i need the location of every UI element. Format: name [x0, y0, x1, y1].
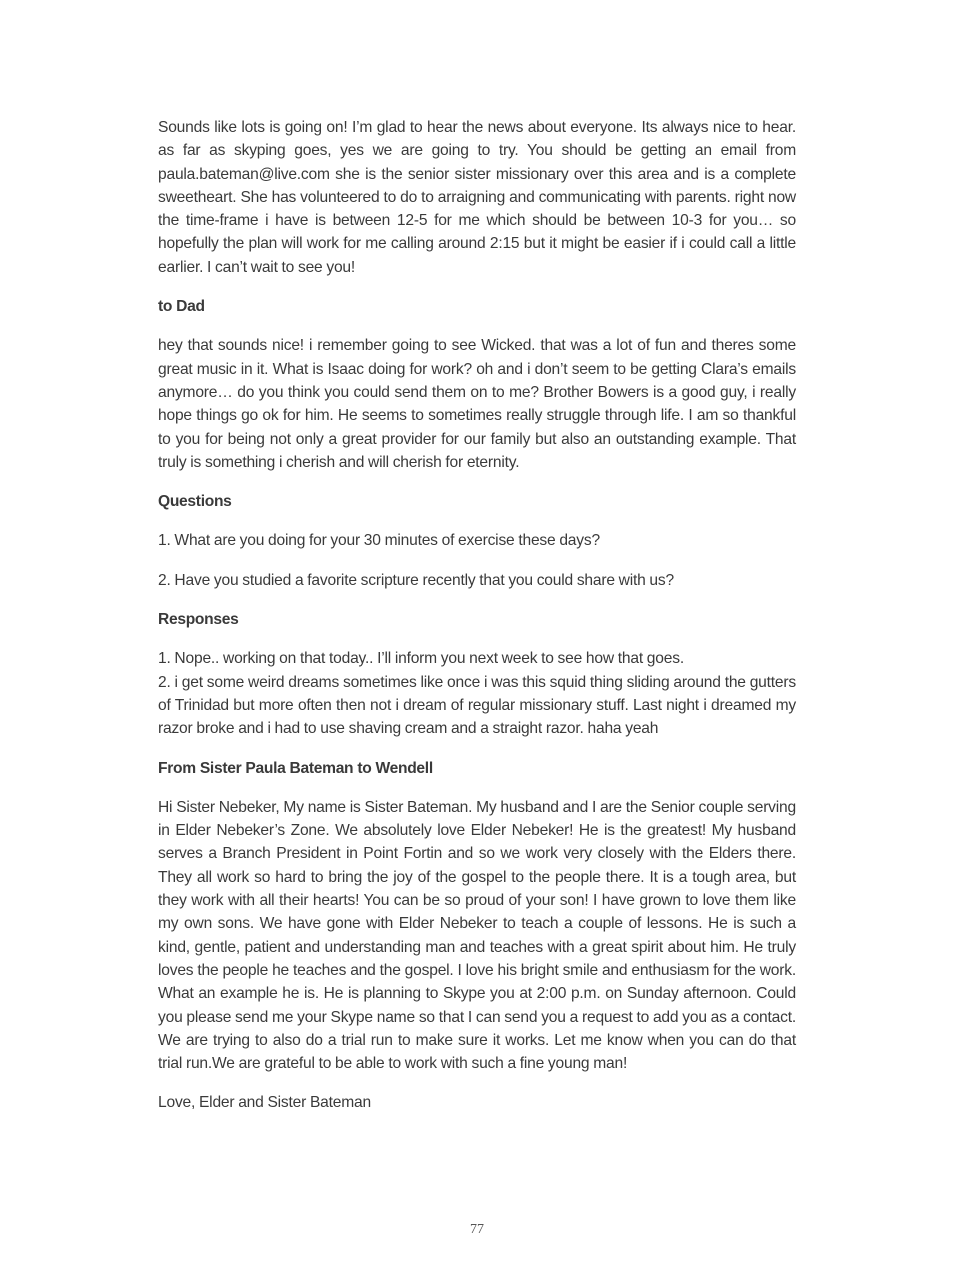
- document-page: [158, 116, 796, 1131]
- question-2: 2. Have you studied a favorite scripture recently that you could share with us?: [158, 571, 674, 589]
- heading-to-dad: to Dad: [158, 298, 205, 316]
- response-2: 2. i get some weird dreams sometimes like once i was this squid thing sliding around the gutters of Trinidad but more often then not i dream of regular missionary stuff. Last night i dreamed my razor broke and i had to use shaving cream and a straight razor. haha yeah: [158, 673, 796, 738]
- heading-questions: Questions: [158, 493, 232, 511]
- heading-from-sister-bateman: From Sister Paula Bateman to Wendell: [158, 759, 433, 777]
- paragraph-sister-bateman-letter: Hi Sister Nebeker, My name is Sister Bateman. My husband and I are the Senior couple serving in Elder Nebeker’s Zone. We absolutely love Elder Nebeker! He is the greatest! My husband serves a Branch President in Point Fortin and so we work very closely with the Elders there. They all work so hard to bring the joy of the gospel to the people there. It is a tough area, but they work with all their hearts! You can be so proud of your son! I have grown to love them like my own sons. We have gone with Elder Nebeker to teach a couple of lessons. He is such a kind, gentle, patient and understanding man and teaches with a great spirit about him. He truly loves the people he teaches and the gospel. I love his bright smile and enthusiasm for the work. What an example he is. He is planning to Skype you at 2:00 p.m. on Sunday afternoon. Could you please send me your Skype name so that I can send you a request to add you as a contact. We are trying to also do a trial run to make sure it works. Let me know when you can do that trial run.We are grateful to be able to work with such a fine young man!: [158, 798, 796, 1073]
- response-1: 1. Nope.. working on that today.. I’ll inform you next week to see how that goes.: [158, 650, 684, 668]
- paragraph-skype-plans: Sounds like lots is going on! I’m glad to hear the news about everyone. Its always nice to hear. as far as skyping goes, yes we are going to try. You should be getting an email from paula.bateman@live.com she is the senior sister missionary over this area and is a complete sweetheart. She has volunteered to do to arraigning and communicating with parents. right now the time-frame i have is between 12-5 for me which should be between 10-3 for you… so hopefully the plan will work for me calling around 2:15 but it might be easier if i could call a little earlier. I can’t wait to see you!: [158, 119, 796, 276]
- paragraph-to-dad: hey that sounds nice! i remember going to see Wicked. that was a lot of fun and theres some great music in it. What is Isaac doing for work? oh and i don’t seem to be getting Clara’s emails anymore… do you think you could send them on to me? Brother Bowers is a good guy, i really hope things go ok for him. He seems to sometimes really struggle through life. I am so thankful to you for being not only a great provider for our family but also an outstanding example. That truly is something i cherish and will cherish for eternity.: [158, 337, 796, 471]
- question-1: 1. What are you doing for your 30 minutes of exercise these days?: [158, 532, 600, 550]
- heading-responses: Responses: [158, 611, 239, 629]
- page-number: 77: [470, 1222, 484, 1237]
- signoff: Love, Elder and Sister Bateman: [158, 1094, 371, 1112]
